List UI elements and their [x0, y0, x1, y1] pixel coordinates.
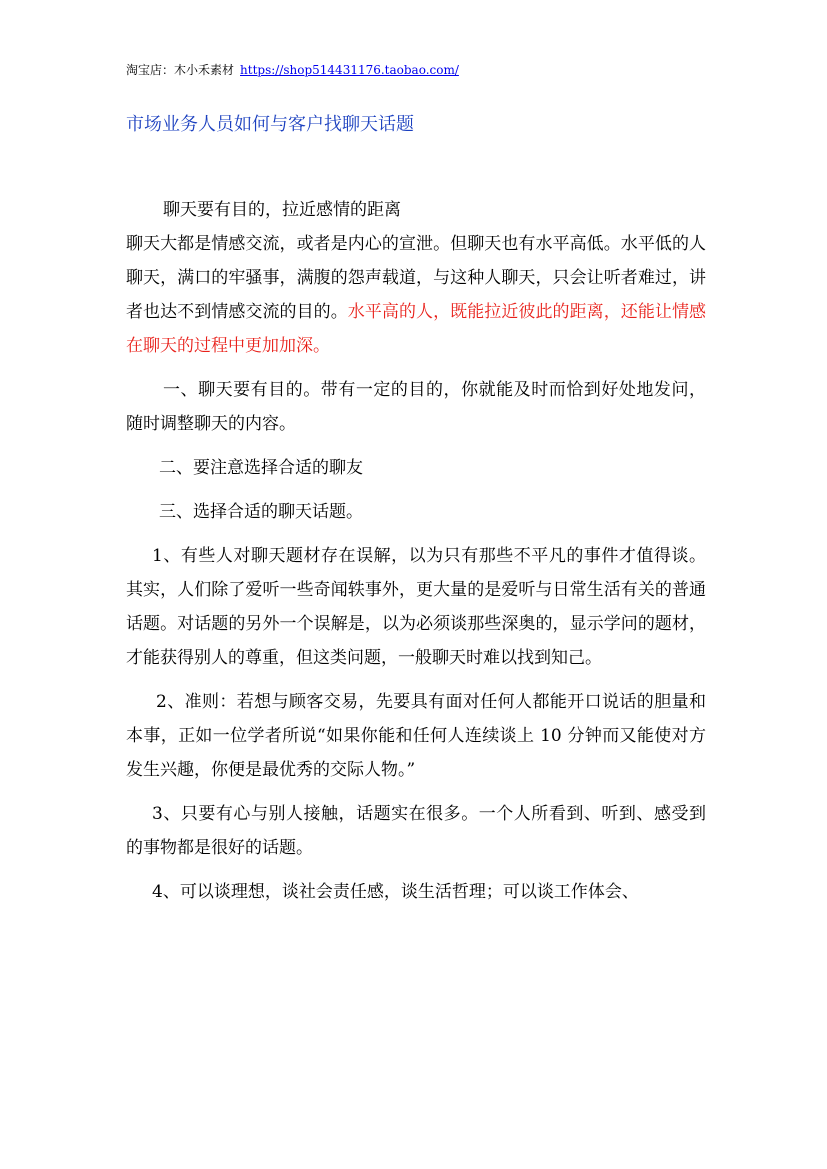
point-two-paragraph: 二、要注意选择合适的聊友 — [159, 458, 363, 478]
intro-text: 聊天大都是情感交流，或者是内心的宣泄。但聊天也有水平高低。水平低的人聊天，满口的牢骚事，满腹的怨声载道，与这种人聊天，只会让听者难过，讲者也达不到情感交流的目的。 — [126, 234, 706, 322]
point-one-paragraph: 一、聊天要有目的。带有一定的目的，你就能及时而恰到好处地发问，随时调整聊天的内容。 — [126, 380, 706, 434]
item-two-paragraph: 2、准则：若想与顾客交易，先要具有面对任何人都能开口说话的胆量和本事，正如一位学者所说“如果你能和任何人连续谈上 10 分钟而又能使对方发生兴趣，你便是最优秀的交际人物。” — [126, 692, 706, 780]
item-four-paragraph: 4、可以谈理想，谈社会责任感，谈生活哲理；可以谈工作体会、 — [152, 882, 639, 902]
shop-link[interactable]: https://shop514431176.taobao.com/ — [240, 63, 459, 77]
page-header — [126, 62, 459, 78]
point-three-paragraph: 三、选择合适的聊天话题。 — [159, 502, 363, 522]
intro-paragraph — [126, 227, 706, 363]
document-title: 市场业务人员如何与客户找聊天话题 — [126, 114, 414, 135]
item-three-paragraph: 3、只要有心与别人接触，话题实在很多。一个人所看到、听到、感受到的事物都是很好的话题。 — [126, 804, 706, 858]
document-body — [126, 193, 706, 909]
intro-highlight-text: 水平高的人，既能拉近彼此的距离，还能让情感在聊天的过程中更加加深。 — [126, 302, 707, 356]
item-one-paragraph: 1、有些人对聊天题材存在误解，以为只有那些不平凡的事件才值得谈。其实，人们除了爱听一些奇闻轶事外，更大量的是爱听与日常生活有关的普通话题。对话题的另外一个误解是，以为必须谈那些深奥的，显示学问的题材，才能获得别人的尊重，但这类问题，一般聊天时难以找到知己。 — [126, 546, 706, 668]
section-subheading: 聊天要有目的，拉近感情的距离 — [163, 200, 401, 220]
shop-label: 淘宝店：木小禾素材 — [126, 63, 235, 77]
